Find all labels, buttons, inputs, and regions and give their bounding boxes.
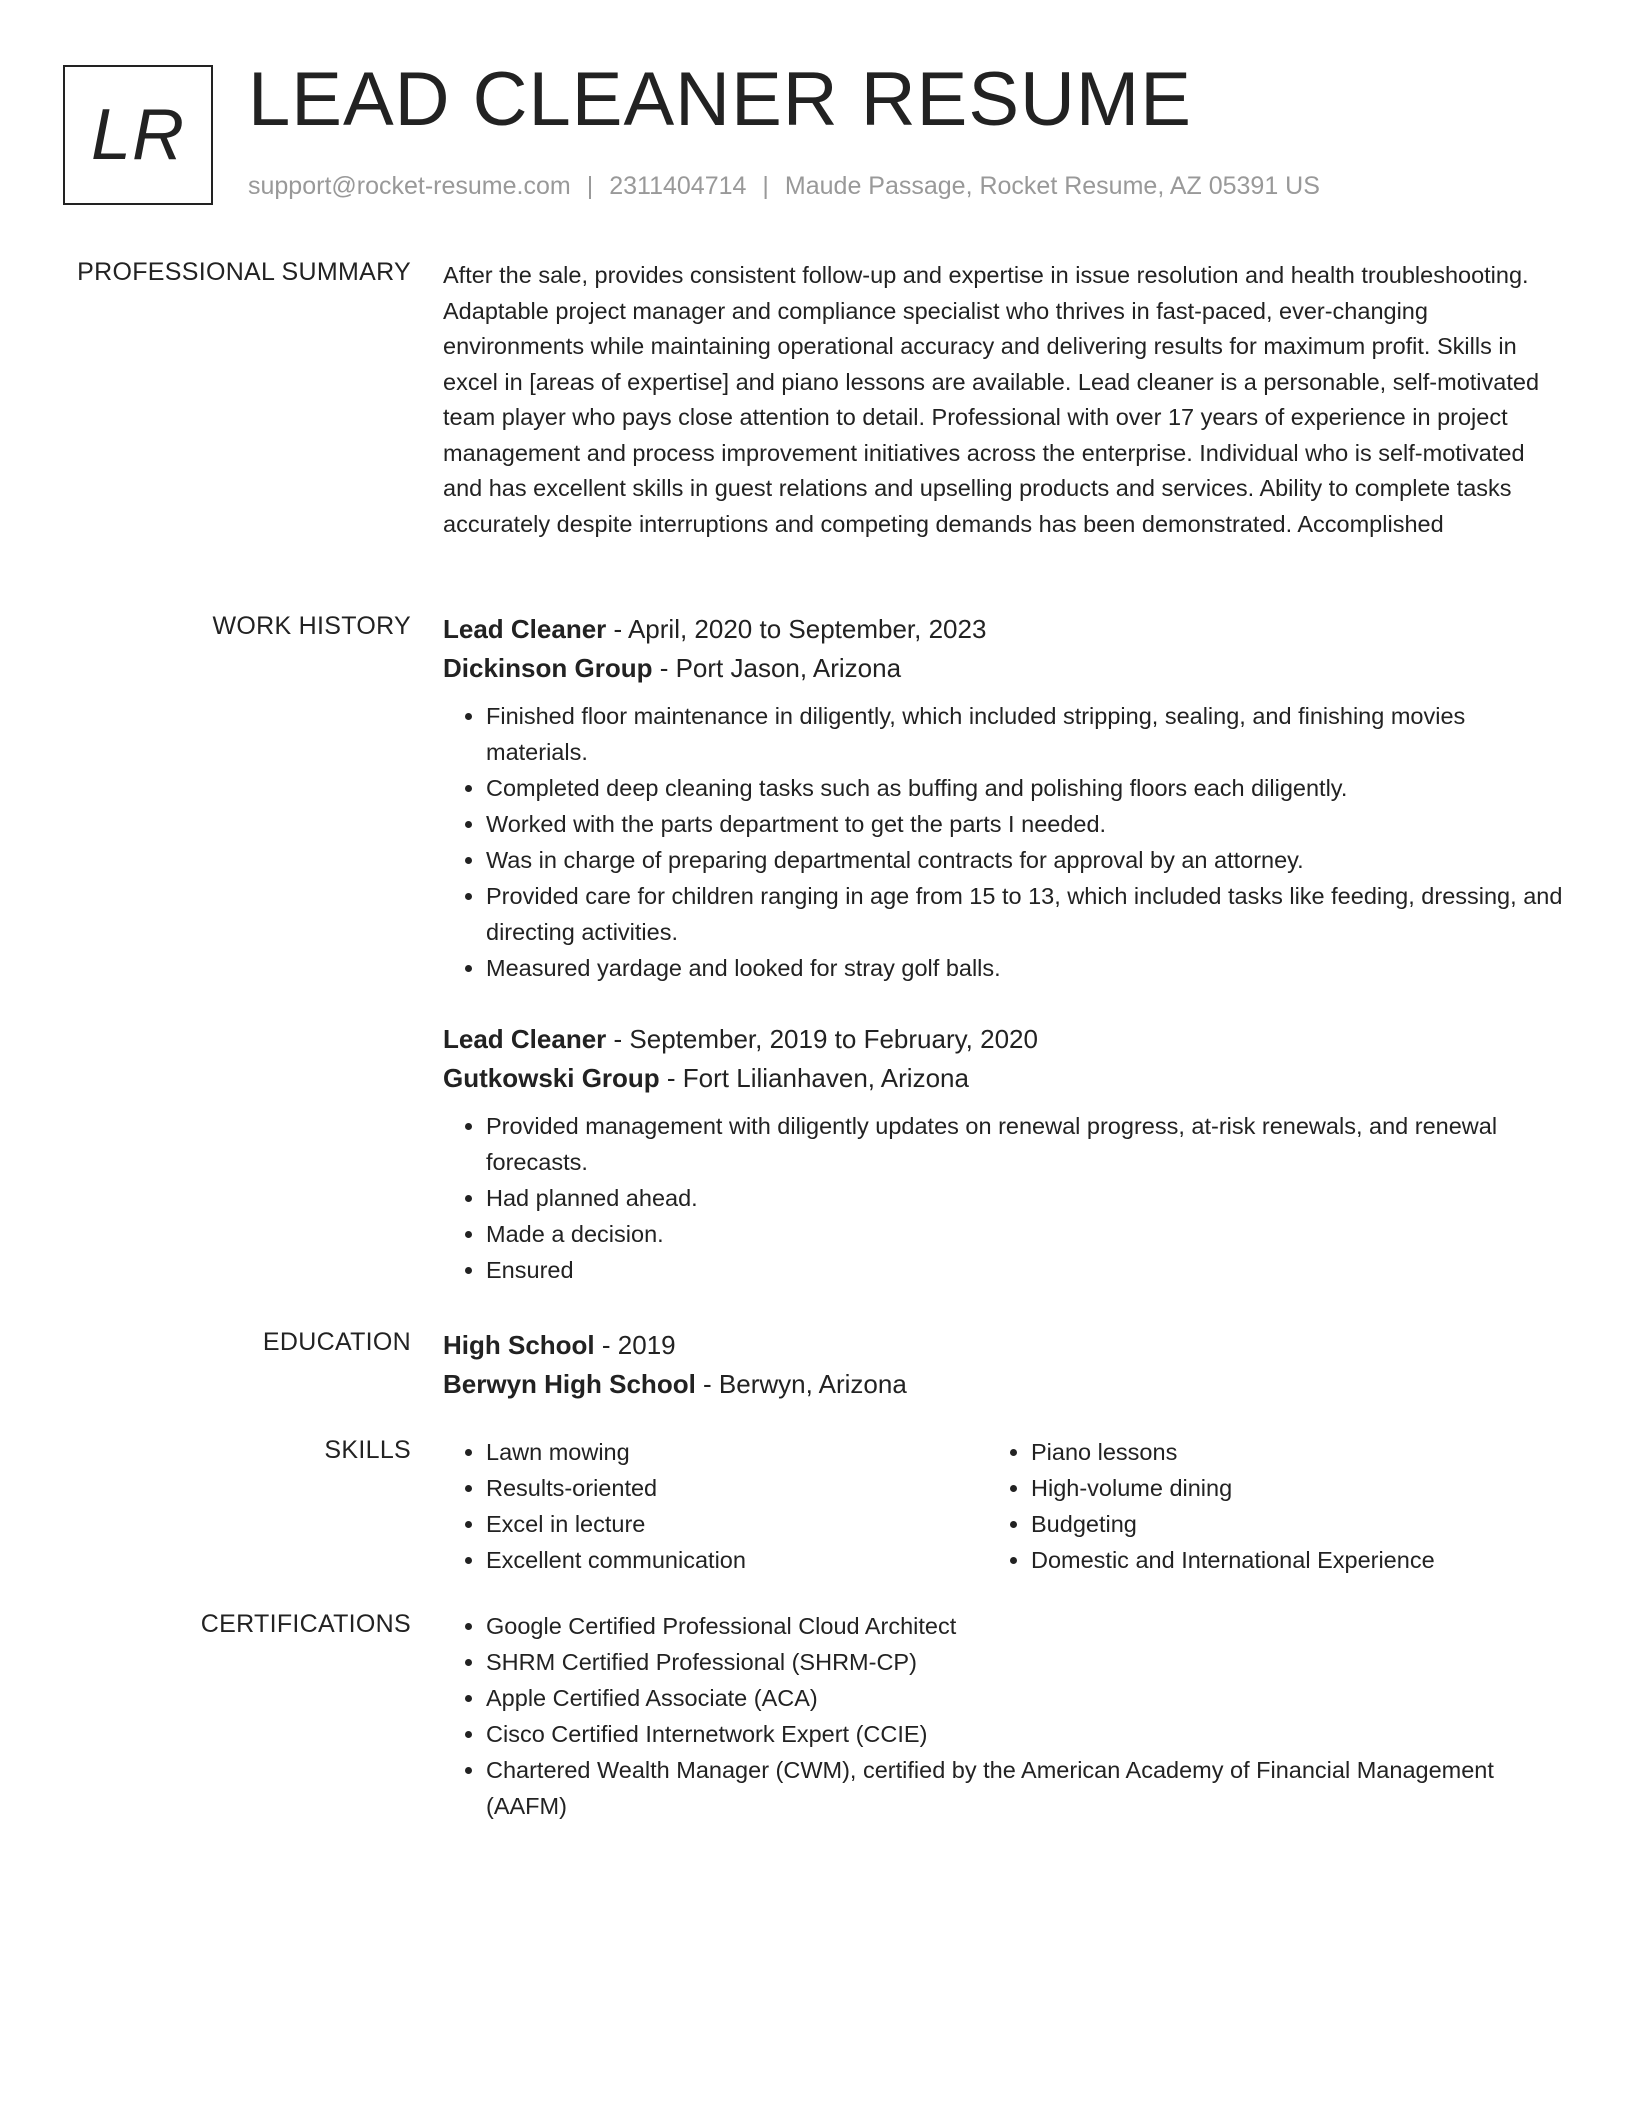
job-bullet: • Worked with the parts department to get the parts I needed. (486, 806, 1563, 842)
contact-address: Maude Passage, Rocket Resume, AZ 05391 US (784, 172, 1320, 200)
certification-item: • Google Certified Professional Cloud Architect (486, 1608, 1563, 1644)
education-degree: High School (443, 1330, 595, 1360)
job-bullet: • Measured yardage and looked for stray golf balls. (486, 950, 1563, 986)
job-bullets (443, 1108, 1563, 1288)
section-label-skills: SKILLS (324, 1436, 411, 1464)
education-location: - Berwyn, Arizona (695, 1369, 907, 1399)
job-title-line (443, 1020, 1563, 1059)
job-bullet: • Had planned ahead. (486, 1180, 1563, 1216)
job-bullet: • Was in charge of preparing departmental contracts for approval by an attorney. (486, 842, 1563, 878)
certification-item: • SHRM Certified Professional (SHRM-CP) (486, 1644, 1563, 1680)
certifications-body (443, 1608, 1563, 1824)
summary-body (443, 258, 1563, 542)
education-body (443, 1326, 1563, 1404)
section-label-certifications: CERTIFICATIONS (200, 1610, 411, 1638)
job-dates: - April, 2020 to September, 2023 (606, 614, 987, 644)
contact-separator: | (762, 172, 769, 200)
education-school: Berwyn High School (443, 1369, 696, 1399)
contact-phone[interactable]: 2311404714 (609, 172, 747, 200)
work-body (443, 610, 1563, 1288)
skills-list-right (988, 1434, 1533, 1578)
section-label-work: WORK HISTORY (212, 612, 411, 640)
education-school-line (443, 1365, 1563, 1404)
skill-item: • Domestic and International Experience (1031, 1542, 1533, 1578)
monogram-text: LR (90, 95, 186, 175)
certifications-list (443, 1608, 1563, 1824)
job-entry (443, 1020, 1563, 1288)
certification-item: • Cisco Certified Internetwork Expert (CCIE) (486, 1716, 1563, 1752)
contact-email[interactable]: support@rocket-resume.com (248, 172, 571, 200)
job-company: Gutkowski Group (443, 1063, 660, 1093)
job-bullet: • Made a decision. (486, 1216, 1563, 1252)
skill-item: • Results-oriented (486, 1470, 988, 1506)
skills-columns (443, 1434, 1563, 1578)
contact-separator: | (586, 172, 594, 200)
job-company-line (443, 1059, 1563, 1098)
job-bullet: • Provided care for children ranging in age from 15 to 13, which included tasks like feeding, dressing, and directing activities. (486, 878, 1563, 950)
skill-item: • High-volume dining (1031, 1470, 1533, 1506)
skill-item: • Lawn mowing (486, 1434, 988, 1470)
education-year: - 2019 (594, 1330, 676, 1360)
job-bullet: • Ensured (486, 1252, 1563, 1288)
certification-item: • Apple Certified Associate (ACA) (486, 1680, 1563, 1716)
job-bullet: • Completed deep cleaning tasks such as buffing and polishing floors each diligently. (486, 770, 1563, 806)
skill-item: • Budgeting (1031, 1506, 1533, 1542)
section-label-summary: PROFESSIONAL SUMMARY (77, 258, 411, 286)
skills-list-left (443, 1434, 988, 1578)
job-bullet: • Finished floor maintenance in diligently, which included stripping, sealing, and finishing movies materials. (486, 698, 1563, 770)
job-company-line (443, 649, 1563, 688)
page-title: LEAD CLEANER RESUME (248, 57, 1192, 142)
monogram-badge (63, 65, 213, 205)
job-title: Lead Cleaner (443, 614, 607, 644)
certification-item: • Chartered Wealth Manager (CWM), certified by the American Academy of Financial Management (AAFM) (486, 1752, 1563, 1824)
skills-body (443, 1434, 1563, 1578)
job-entry (443, 610, 1563, 986)
job-title: Lead Cleaner (443, 1024, 607, 1054)
job-location: - Port Jason, Arizona (652, 653, 902, 683)
section-label-education: EDUCATION (262, 1328, 411, 1356)
contact-line (248, 172, 1320, 201)
job-title-line (443, 610, 1563, 649)
job-location: - Fort Lilianhaven, Arizona (659, 1063, 969, 1093)
job-bullet: • Provided management with diligently updates on renewal progress, at-risk renewals, and renewal forecasts. (486, 1108, 1563, 1180)
skill-item: • Excel in lecture (486, 1506, 988, 1542)
job-dates: - September, 2019 to February, 2020 (606, 1024, 1038, 1054)
skill-item: • Excellent communication (486, 1542, 988, 1578)
skill-item: • Piano lessons (1031, 1434, 1533, 1470)
summary-text: After the sale, provides consistent follow-up and expertise in issue resolution and health troubleshooting. Adaptable project manager and compliance specialist who thrives in fast-paced, ever-changing environments while maintaining operational accuracy and delivering results for maximum profit. Skills in excel in [areas of expertise] and piano lessons are available. Lead cleaner is a personable, self-motivated team player who pays close attention to detail. Professional with over 17 years of experience in project management and process improvement initiatives across the enterprise. Individual who is self-motivated and has excellent skills in guest relations and upselling products and services. Ability to complete tasks accurately despite interruptions and competing demands has been demonstrated. Accomplished (443, 262, 1540, 537)
job-company: Dickinson Group (443, 653, 653, 683)
job-bullets (443, 698, 1563, 986)
education-degree-line (443, 1326, 1563, 1365)
